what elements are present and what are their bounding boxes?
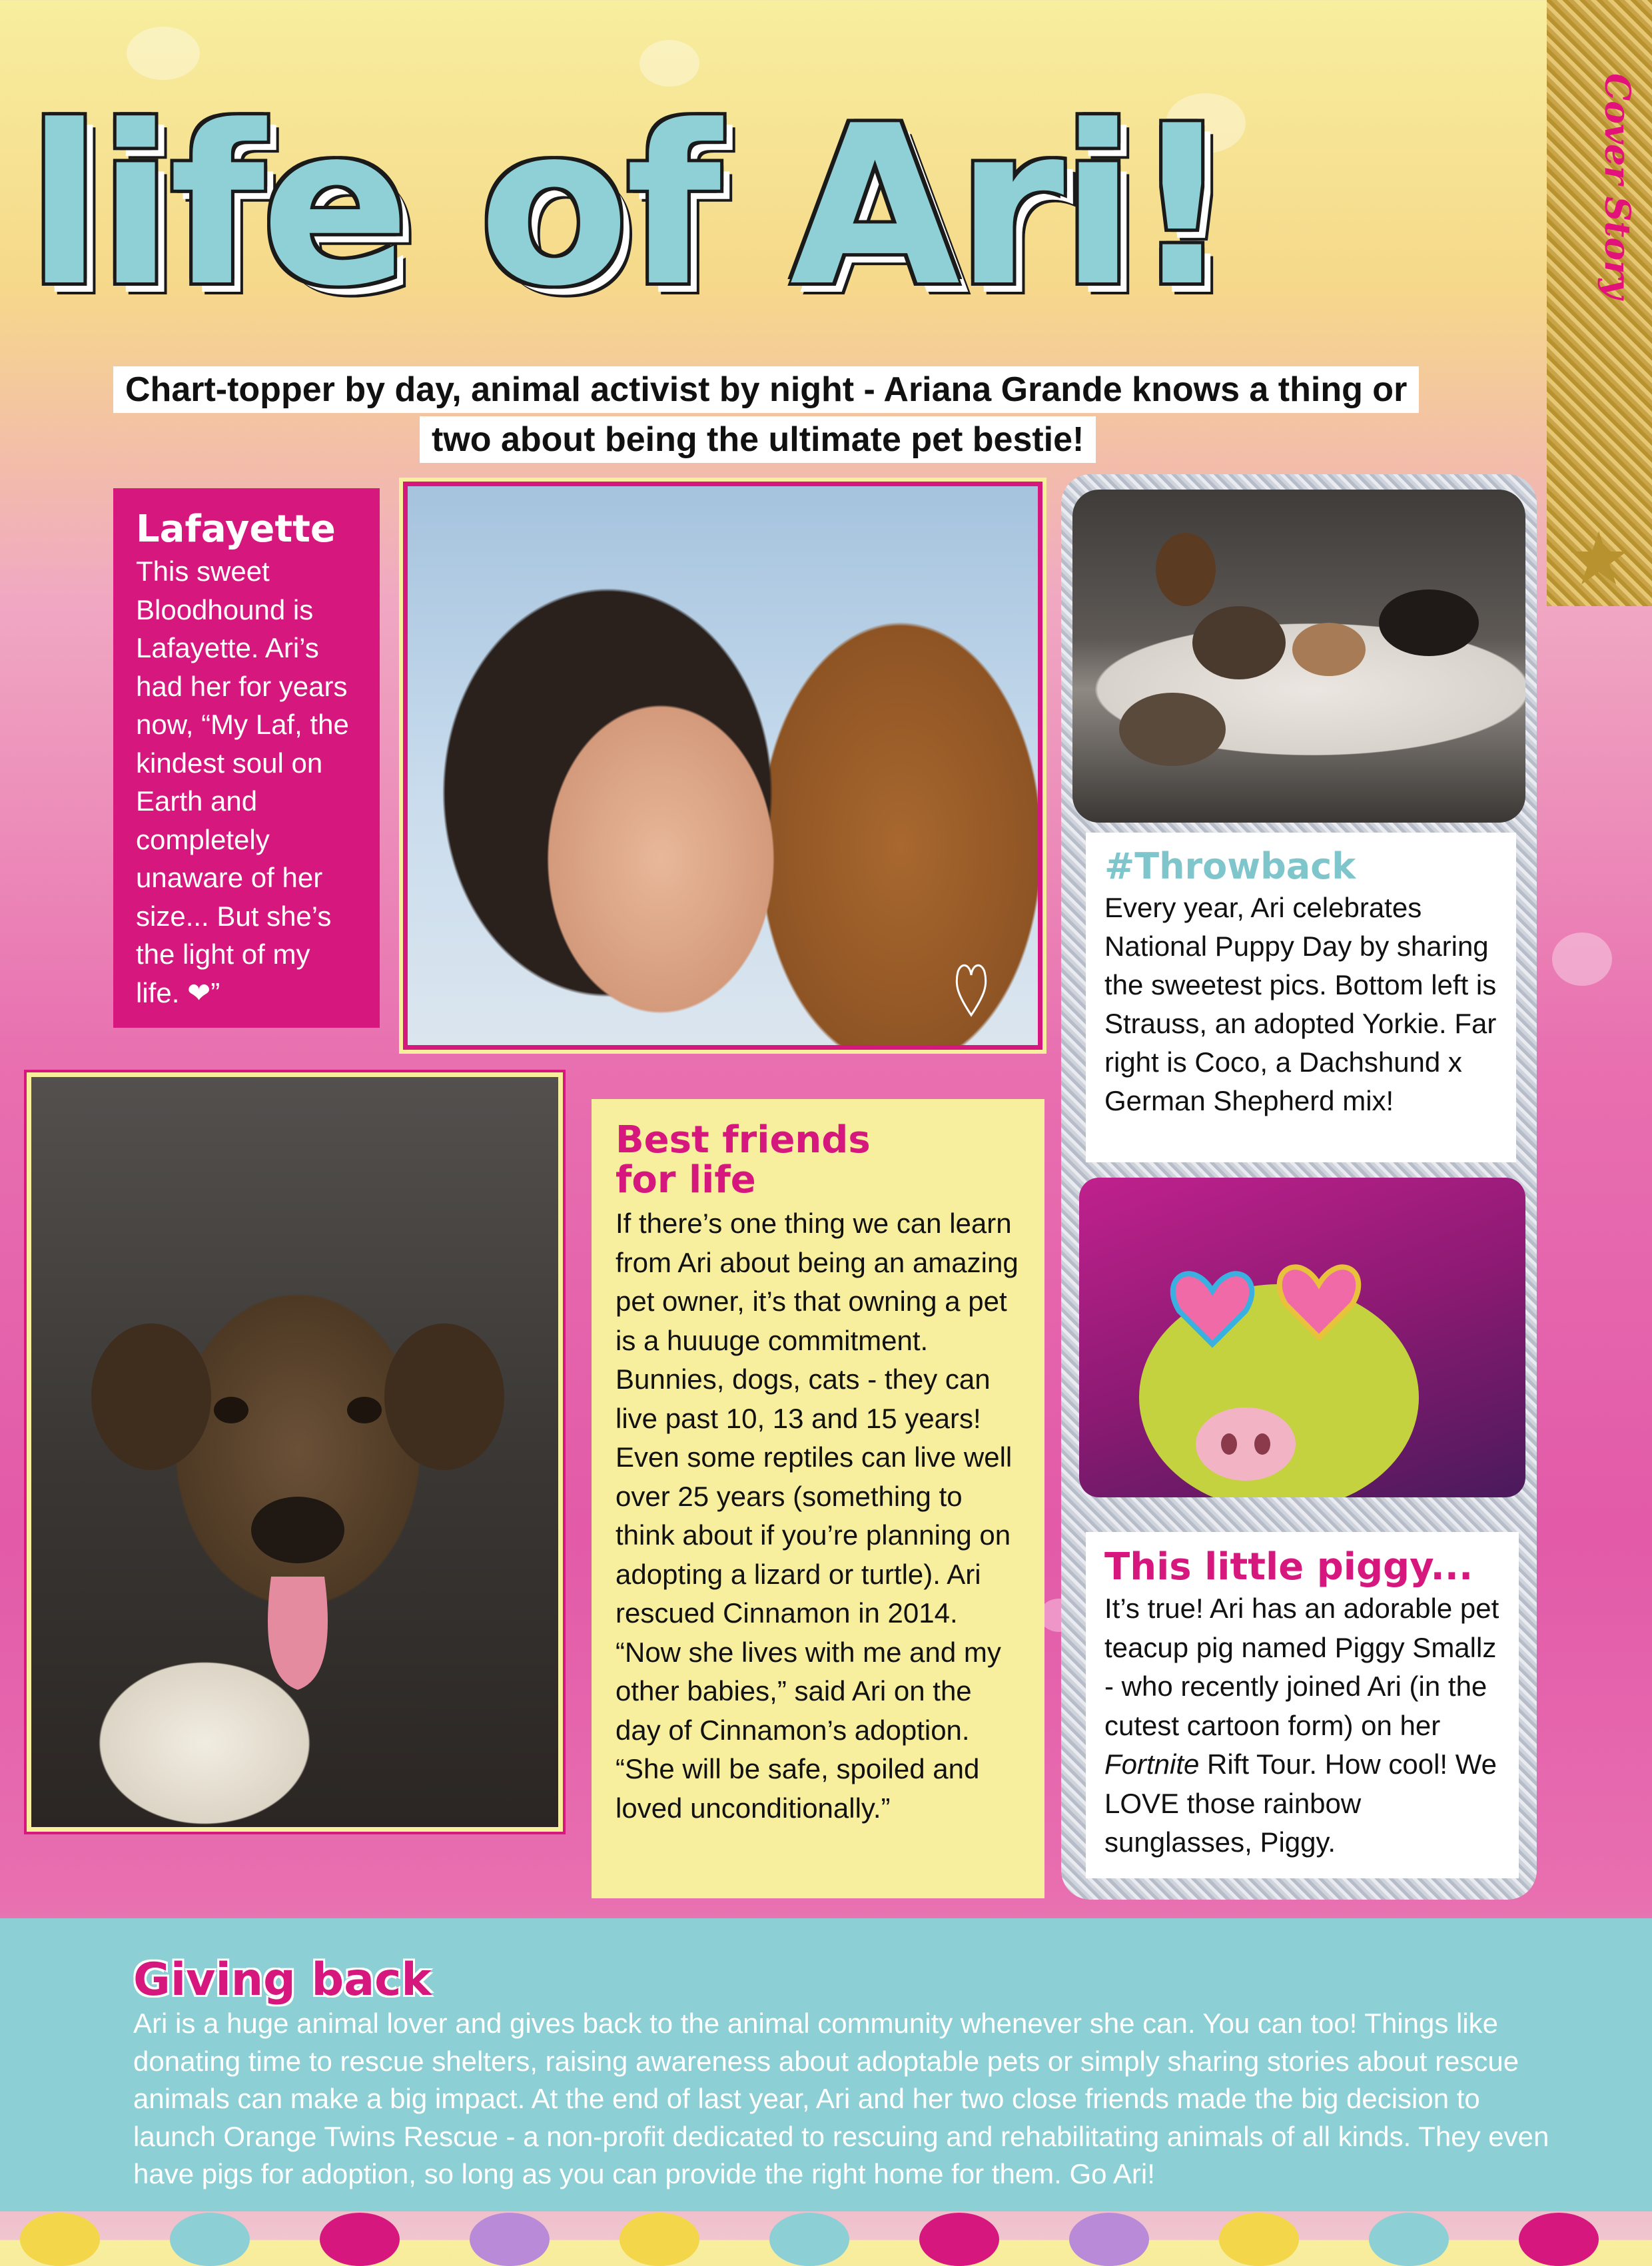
decorative-dot <box>919 2213 999 2266</box>
intro-line-2: two about being the ultimate pet bestie! <box>420 416 1096 463</box>
piggy-smallz-photo <box>1079 1178 1525 1497</box>
dog-illustration <box>31 1077 563 1832</box>
giving-back-text: Ari is a huge animal lover and gives back to the animal community whenever she can. You can too! Things like donating time to rescue shelters, raising awareness about adoptable pets or simply sharing stories about rescue animals can make a big impact. At the end of last year, Ari and her two close friends made the big decision to launch Orange Twins Rescue - a non-profit dedicated to rescuing and rehabilitating animals of all kinds. They even have pigs for adoption, so long as you can provide the right home for them. Go Ari! <box>133 2008 1549 2189</box>
cinnamon-photo <box>27 1072 563 1832</box>
decorative-dot <box>470 2213 550 2266</box>
decorative-dot <box>1369 2213 1449 2266</box>
best-friends-box <box>592 1099 1044 1898</box>
piggy-box <box>1086 1532 1519 1878</box>
piggy-heading: This little piggy... <box>1104 1545 1473 1589</box>
headline: life of Ari! <box>27 79 1228 334</box>
decorative-dot <box>1519 2213 1599 2266</box>
section-label: Cover Story <box>1597 73 1637 299</box>
piggy-text-part1: It’s true! Ari has an adorable pet teacup pig named Piggy Smallz - who recently joined Ari (in the cutest cartoon form) on her <box>1104 1593 1499 1741</box>
heart-icon <box>951 958 991 1018</box>
giving-back-heading: Giving back <box>133 1954 432 2006</box>
piggy-text-part2: Rift Tour. How cool! We LOVE those rainbow sunglasses, Piggy. <box>1104 1748 1497 1858</box>
decorative-dot <box>769 2213 849 2266</box>
best-friends-text: If there’s one thing we can learn from Ari about being an amazing pet owner, it’s that owning a pet is a huuuge commitment. Bunnies, dogs, cats - they can live past 10, 13 and 15 years! Even some reptiles can live well over 25 years (something to think about if you’re planning on adopting a lizard or turtle). Ari rescued Cinnamon in 2014. “Now she lives with me and my other babies,” said Ari on the day of Cinnamon’s adoption. “She will be safe, spoiled and loved unconditionally.” <box>616 1208 1019 1824</box>
piggy-text-italic: Fortnite <box>1104 1748 1200 1780</box>
decorative-dot <box>20 2213 100 2266</box>
decorative-dot <box>1219 2213 1299 2266</box>
best-friends-heading-line2: for life <box>616 1158 756 1202</box>
lafayette-heading: Lafayette <box>136 508 336 551</box>
piggy-text <box>1104 1589 1500 1862</box>
ariana-with-lafayette-photo <box>403 482 1042 1050</box>
throwback-heading: #Throwback <box>1104 845 1356 887</box>
lafayette-text: This sweet Bloodhound is Lafayette. Ari’s had her for years now, “My Laf, the kindest soul on Earth and completely unaware of her size... But she’s the light of my life. ❤” <box>136 556 349 1008</box>
decorative-dot <box>170 2213 250 2266</box>
intro-line-1: Chart-topper by day, animal activist by night - Ariana Grande knows a thing or <box>113 366 1419 413</box>
background-paw <box>1552 933 1612 986</box>
lafayette-box <box>113 488 380 1028</box>
background-paw <box>127 27 200 80</box>
decorative-dot <box>320 2213 400 2266</box>
throwback-text: Every year, Ari celebrates National Puppy Day by sharing the sweetest pics. Bottom left is Strauss, an adopted Yorkie. Far right is Coco, a Dachshund x German Shepherd mix! <box>1104 892 1497 1116</box>
dogs-illustration <box>1072 490 1525 823</box>
best-friends-heading <box>616 1120 1021 1200</box>
decorative-dot <box>1069 2213 1149 2266</box>
decorative-dot <box>620 2213 699 2266</box>
throwback-box <box>1086 833 1516 1162</box>
pig-illustration <box>1079 1178 1525 1497</box>
star-icon: ★ <box>1565 518 1632 600</box>
decorative-dots-row <box>0 2213 1652 2240</box>
best-friends-heading-line1: Best friends <box>616 1118 871 1162</box>
dogs-on-bed-photo <box>1072 490 1525 823</box>
